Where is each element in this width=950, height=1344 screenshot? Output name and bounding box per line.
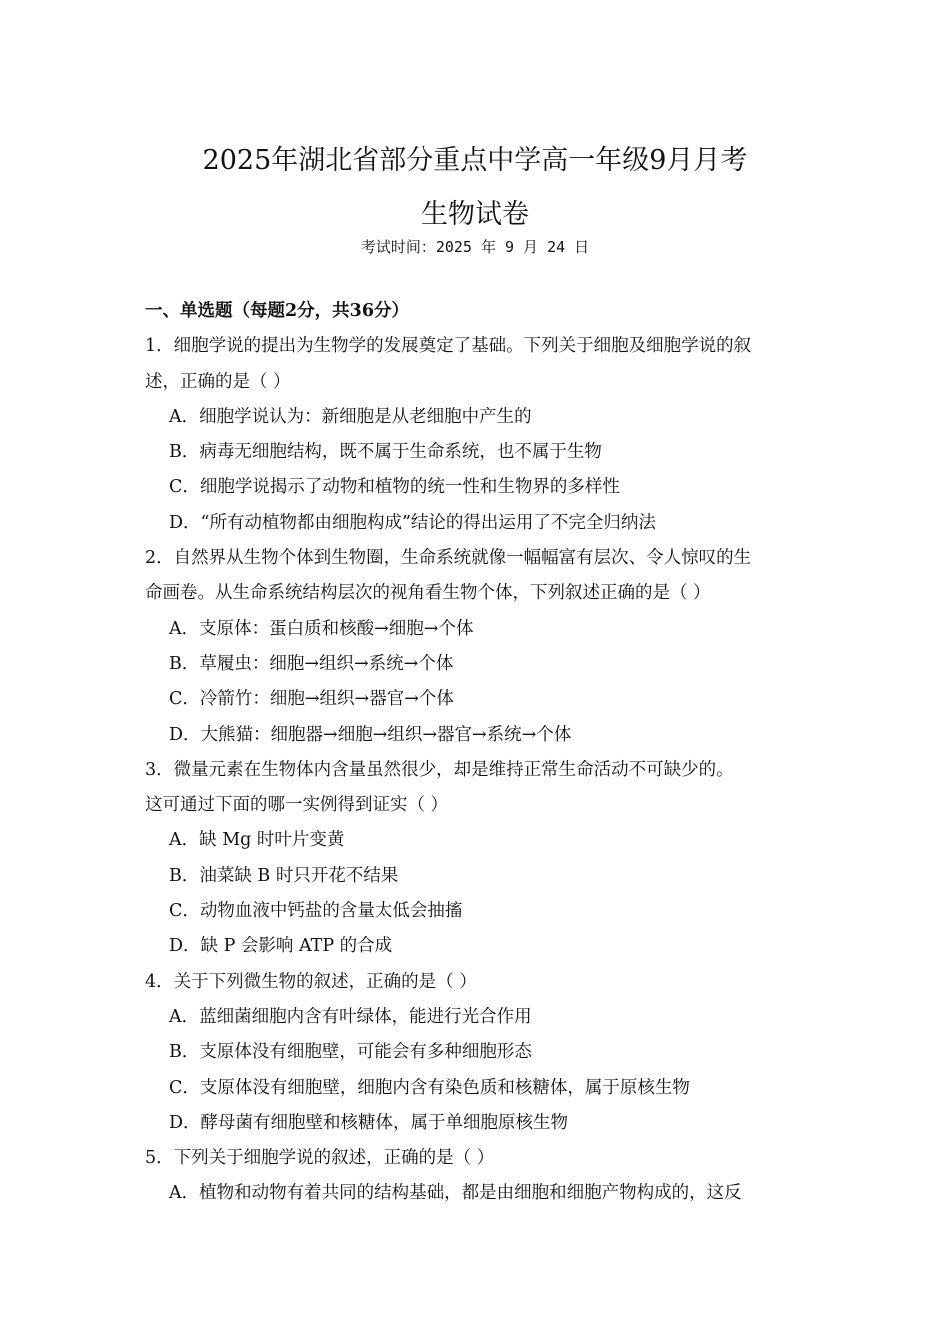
question-stem: 这可通过下面的哪一实例得到证实（ ）: [145, 795, 449, 816]
option-a: A．支原体：蛋白质和核酸→细胞→个体: [169, 618, 474, 639]
question-stem: 命画卷。从生命系统结构层次的视角看生物个体，下列叙述正确的是（ ）: [145, 583, 711, 604]
question-stem: 述，正确的是（ ）: [145, 371, 291, 392]
option-d: D．缺 P 会影响 ATP 的合成: [169, 936, 393, 957]
option-d: D．酵母菌有细胞壁和核糖体，属于单细胞原核生物: [169, 1112, 569, 1133]
option-a: A．细胞学说认为：新细胞是从老细胞中产生的: [169, 406, 532, 427]
section-heading: 一、单选题（每题2分，共36分）: [145, 301, 410, 321]
option-c: C．动物血液中钙盐的含量太低会抽搐: [169, 901, 463, 922]
question-stem: 1．细胞学说的提出为生物学的发展奠定了基础。下列关于细胞及细胞学说的叙: [145, 336, 752, 357]
option-a: A．蓝细菌细胞内含有叶绿体，能进行光合作用: [169, 1006, 532, 1027]
question-list: [145, 294, 810, 1212]
option-b: B．油菜缺 B 时只开花不结果: [169, 865, 399, 886]
question-stem: 3．微量元素在生物体内含量虽然很少，却是维持正常生命活动不可缺少的。: [145, 759, 734, 780]
option-c: C．冷箭竹：细胞→组织→器官→个体: [169, 689, 454, 710]
option-a: A．植物和动物有着共同的结构基础，都是由细胞和细胞产物构成的，这反: [169, 1183, 742, 1204]
option-b: B．支原体没有细胞壁，可能会有多种细胞形态: [169, 1042, 532, 1063]
option-a: A．缺 Mg 时叶片变黄: [169, 830, 345, 851]
exam-subject-title: 生物试卷: [421, 199, 529, 230]
question-5: [145, 1141, 810, 1212]
option-b: B．病毒无细胞结构，既不属于生命系统，也不属于生物: [169, 442, 602, 463]
question-2: [145, 541, 810, 753]
option-d: D．大熊猫：细胞器→细胞→组织→器官→系统→个体: [169, 724, 572, 745]
question-stem: 5．下列关于细胞学说的叙述，正确的是（ ）: [145, 1148, 495, 1169]
question-stem: 4．关于下列微生物的叙述，正确的是（ ）: [145, 971, 477, 992]
option-b: B．草履虫：细胞→组织→系统→个体: [169, 653, 454, 674]
option-c: C．细胞学说揭示了动物和植物的统一性和生物界的多样性: [169, 477, 620, 498]
option-d: D．“所有动植物都由细胞构成”结论的得出运用了不完全归纳法: [169, 512, 656, 533]
question-3: [145, 753, 810, 965]
exam-time: 考试时间：2025 年 9 月 24 日: [360, 238, 590, 256]
option-c: C．支原体没有细胞壁，细胞内含有染色质和核糖体，属于原核生物: [169, 1077, 690, 1098]
question-stem: 2．自然界从生物个体到生物圈，生命系统就像一幅幅富有层次、令人惊叹的生: [145, 548, 752, 569]
question-1: [145, 329, 810, 541]
question-4: [145, 965, 810, 1141]
exam-title: 2025年湖北省部分重点中学高一年级9月月考: [202, 145, 748, 176]
